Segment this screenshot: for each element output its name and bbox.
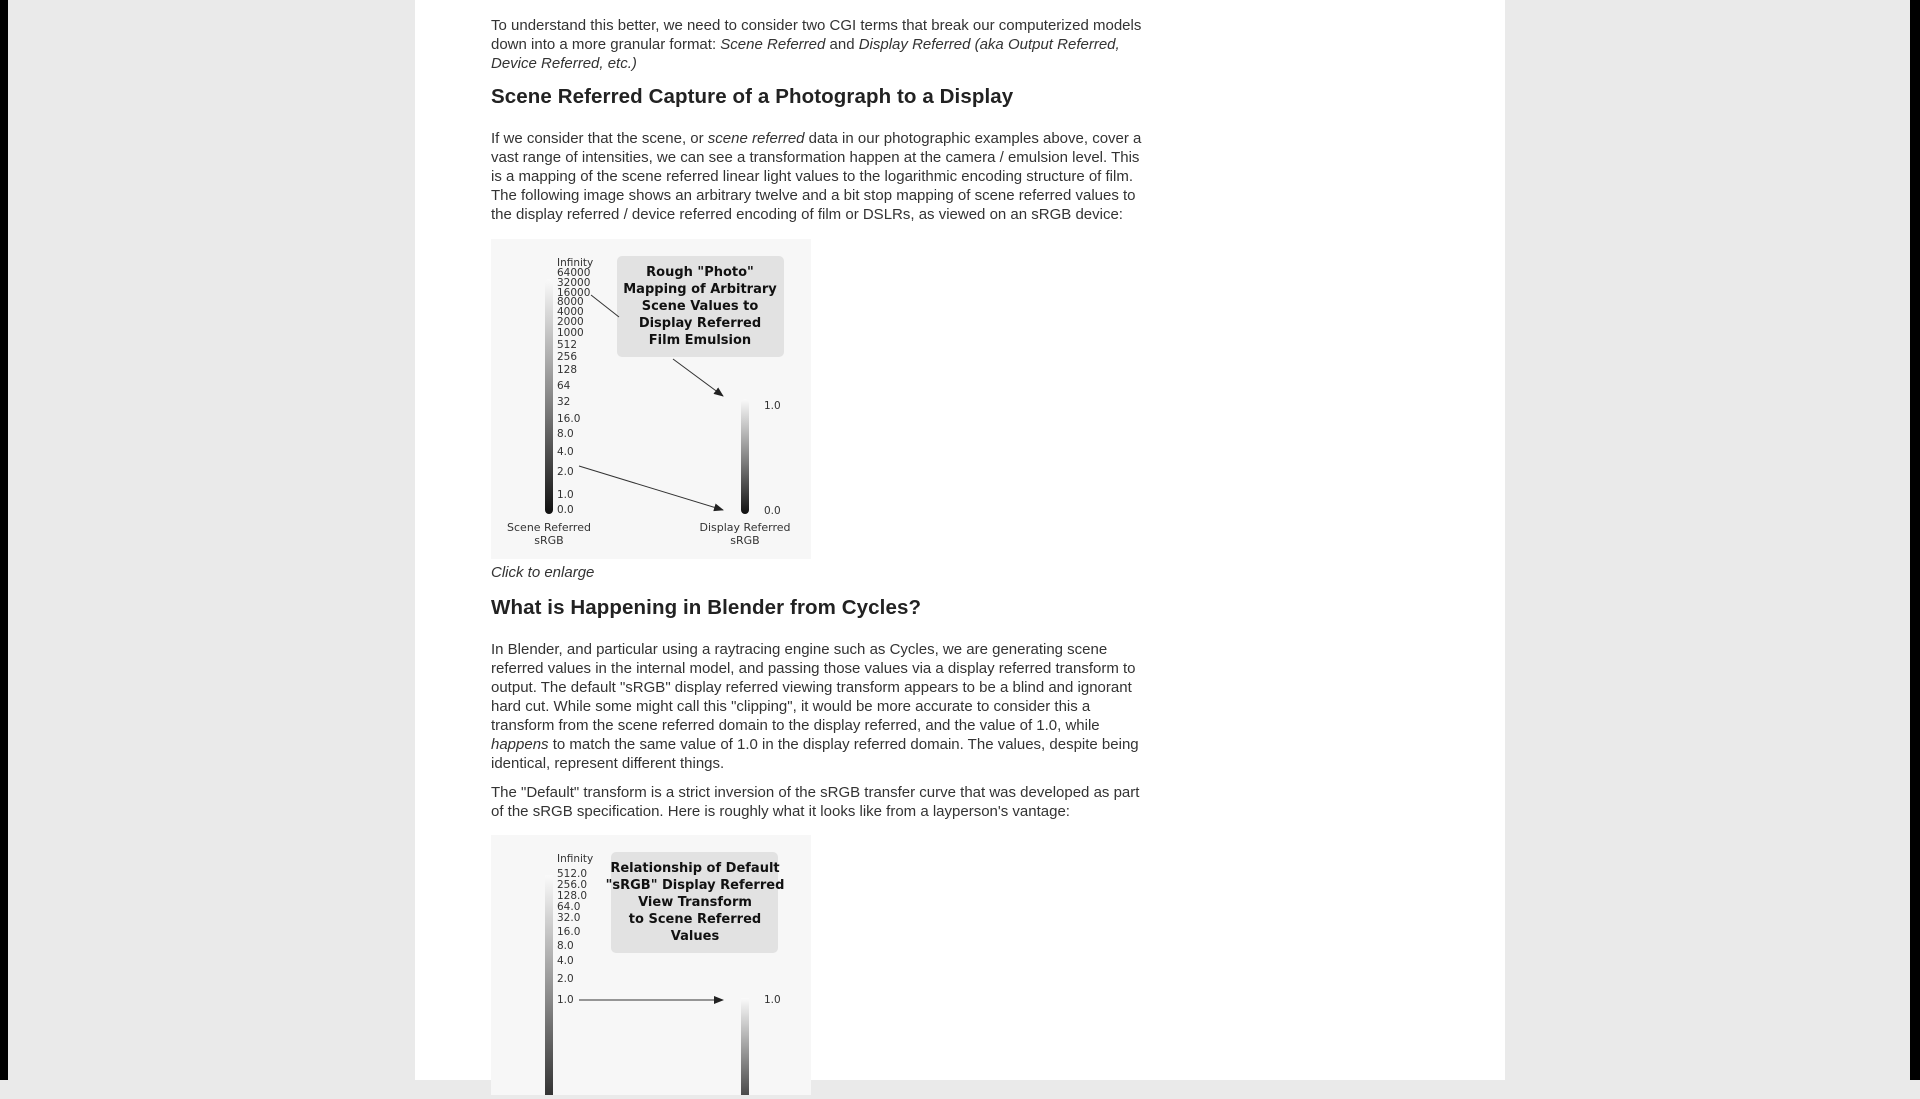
title-line: Scene Values to <box>641 299 759 314</box>
scene-tick-label: 8000 <box>557 296 584 308</box>
photo-mapping-diagram <box>491 239 811 559</box>
title-line: to Scene Referred <box>628 912 762 927</box>
scene-tick-label: 32.0 <box>557 912 581 924</box>
scene-tick-label: 2.0 <box>557 973 574 985</box>
title-line: Mapping of Arbitrary <box>623 282 777 297</box>
figure-photo-mapping[interactable] <box>491 239 811 559</box>
scene-tick-label: 2.0 <box>557 466 574 478</box>
title-line: Values <box>670 929 720 944</box>
scene-tick-label: 8.0 <box>557 940 574 952</box>
figure-caption[interactable]: Click to enlarge <box>491 564 595 581</box>
display-referred-bar <box>741 998 749 1095</box>
scene-tick-label: 0.0 <box>557 504 574 516</box>
display-referred-bar <box>741 399 749 514</box>
scene-tick-label: 32000 <box>557 277 591 289</box>
left-edge <box>0 0 8 1080</box>
section-heading-scene-referred: Scene Referred Capture of a Photograph to a Display <box>491 85 1014 108</box>
scene-tick-label: 256.0 <box>557 879 588 891</box>
scene-referred-label-1: Scene Referred <box>507 521 591 534</box>
display-tick-labels <box>764 400 781 517</box>
scene-referred-label-2: sRGB <box>534 534 564 547</box>
scene-tick-label: Infinity <box>557 257 594 269</box>
display-tick-label: 1.0 <box>764 994 781 1006</box>
blender-paragraph: In Blender, and particular using a raytracing engine such as Cycles, we are generating scene referred values in the internal model, and passing those values via a display referred transform to output. The default "sRGB" display referred viewing transform appears to be a blind and ignorant hard cut. While some might call this "clipping", it would be more accurate to consider this a transform from the scene referred domain to the display referred, and the value of 1.0, while happens to match the same value of 1.0 in the display referred domain. The values, despite being identical, represent different things. <box>491 641 1139 772</box>
scene-tick-label: 2000 <box>557 316 584 328</box>
title-line: View Transform <box>638 895 752 910</box>
scene-tick-labels <box>557 257 593 516</box>
mapping-arrow-high-b <box>673 359 723 396</box>
display-referred-label-2: sRGB <box>730 534 760 547</box>
title-line: Film Emulsion <box>648 333 752 348</box>
scene-tick-label: 1000 <box>557 327 584 339</box>
mapping-arrow-low <box>579 466 723 510</box>
article-page <box>415 0 1505 1080</box>
scene-tick-label: 64000 <box>557 267 591 279</box>
scene-tick-label: 4000 <box>557 306 584 318</box>
intro-paragraph: To understand this better, we need to consider two CGI terms that break our computerized models down into a more granular format: Scene Referred and Display Referred (aka Output Referred, Device Referred, etc.) <box>491 17 1142 72</box>
mapping-arrow-high-a <box>591 295 619 317</box>
scene-tick-label: 16.0 <box>557 926 581 938</box>
scene-referred-bar <box>545 875 553 1095</box>
title-line: Rough "Photo" <box>646 265 754 280</box>
scene-tick-label: 4.0 <box>557 955 574 967</box>
scene-tick-label: 1.0 <box>557 489 574 501</box>
figure-default-srgb-transform[interactable] <box>491 835 811 1095</box>
scene-tick-label: 8.0 <box>557 428 574 440</box>
scene-referred-paragraph: If we consider that the scene, or scene referred data in our photographic examples above, cover a vast range of intensities, we can see a transformation happen at the camera / emulsion level. This is a mapping of the scene referred linear light values to the logarithmic encoding structure of film. The following image shows an arbitrary twelve and a bit stop mapping of scene referred values to the display referred / device referred encoding of film or DSLRs, as viewed on an sRGB device: <box>491 130 1142 223</box>
default-transform-paragraph: The "Default" transform is a strict inversion of the sRGB transfer curve that was developed as part of the sRGB specification. Here is roughly what it looks like from a layperson's vantage: <box>491 784 1140 820</box>
scene-tick-labels <box>557 853 593 1006</box>
article-content <box>491 16 1153 1099</box>
scene-tick-label: Infinity <box>557 853 594 865</box>
scene-tick-label: 16.0 <box>557 413 581 425</box>
title-line: Relationship of Default <box>610 861 780 876</box>
scene-tick-label: 128.0 <box>557 890 588 902</box>
display-referred-label-1: Display Referred <box>699 521 791 534</box>
default-srgb-diagram <box>491 835 811 1095</box>
display-tick-label: 0.0 <box>764 505 781 517</box>
display-tick-labels <box>764 994 781 1006</box>
scene-tick-label: 128 <box>557 364 578 376</box>
scene-tick-label: 32 <box>557 396 571 408</box>
scene-tick-label: 256 <box>557 351 578 363</box>
scene-tick-label: 16000 <box>557 287 591 299</box>
scene-tick-label: 512 <box>557 339 578 351</box>
right-edge <box>1910 0 1920 1080</box>
section-heading-blender: What is Happening in Blender from Cycles? <box>491 596 922 619</box>
scene-tick-label: 64.0 <box>557 901 581 913</box>
scene-tick-label: 1.0 <box>557 994 574 1006</box>
title-line: "sRGB" Display Referred <box>605 878 785 893</box>
title-line: Display Referred <box>638 316 762 331</box>
scene-tick-label: 512.0 <box>557 868 588 880</box>
scene-tick-label: 64 <box>557 380 571 392</box>
scene-tick-label: 4.0 <box>557 446 574 458</box>
scene-referred-bar <box>545 279 553 514</box>
display-tick-label: 1.0 <box>764 400 781 412</box>
